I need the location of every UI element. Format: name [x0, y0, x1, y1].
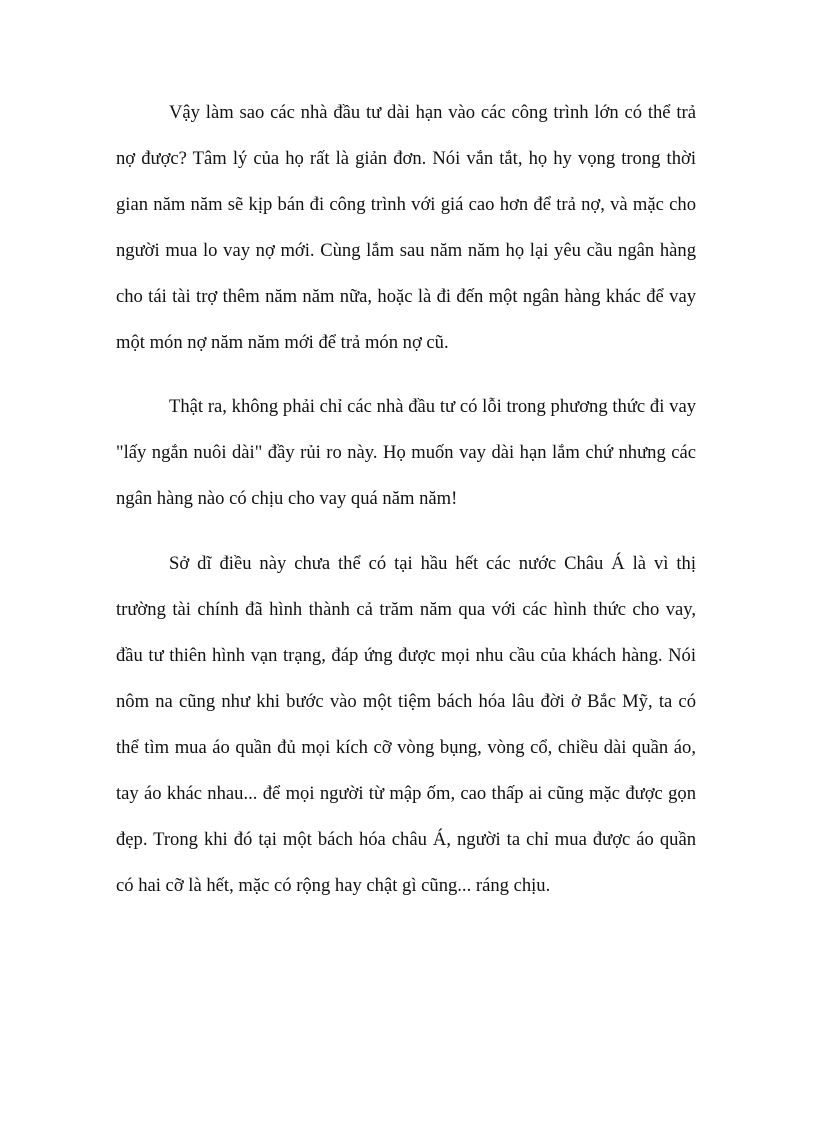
- paragraph-line: ngân hàng nào có chịu cho vay quá năm năm!: [116, 488, 458, 509]
- paragraph-line: cho tái tài trợ thêm năm năm nữa, hoặc là đi đến một ngân hàng khác để vay: [116, 286, 696, 307]
- paragraph-line: thể tìm mua áo quần đủ mọi kích cỡ vòng bụng, vòng cổ, chiều dài quần áo,: [116, 737, 696, 758]
- paragraph-line: nợ được? Tâm lý của họ rất là giản đơn. Nói vắn tắt, họ hy vọng trong thời: [116, 148, 696, 169]
- paragraph-line: đầu tư thiên hình vạn trạng, đáp ứng được mọi nhu cầu của khách hàng. Nói: [116, 645, 696, 666]
- paragraph-line: Sở dĩ điều này chưa thể có tại hầu hết các nước Châu Á là vì thị: [169, 553, 696, 574]
- paragraph-line: đẹp. Trong khi đó tại một bách hóa châu Á, người ta chỉ mua được áo quần: [116, 829, 696, 850]
- paragraph-line: trường tài chính đã hình thành cả trăm năm qua với các hình thức cho vay,: [116, 599, 696, 620]
- paragraph-line: "lấy ngắn nuôi dài" đầy rủi ro này. Họ muốn vay dài hạn lắm chứ nhưng các: [116, 442, 696, 463]
- paragraph-line: gian năm năm sẽ kịp bán đi công trình với giá cao hơn để trả nợ, và mặc cho: [116, 194, 696, 215]
- paragraph-line: tay áo khác nhau... để mọi người từ mập ốm, cao thấp ai cũng mặc được gọn: [116, 783, 696, 804]
- paragraph-line: Thật ra, không phải chỉ các nhà đầu tư có lỗi trong phương thức đi vay: [169, 396, 696, 417]
- paragraph-line: Vậy làm sao các nhà đầu tư dài hạn vào các công trình lớn có thể trả: [169, 102, 696, 123]
- paragraph-line: nôm na cũng như khi bước vào một tiệm bách hóa lâu đời ở Bắc Mỹ, ta có: [116, 691, 696, 712]
- paragraph-line: có hai cỡ là hết, mặc có rộng hay chật gì cũng... ráng chịu.: [116, 875, 551, 896]
- paragraph-line: một món nợ năm năm mới để trả món nợ cũ.: [116, 332, 449, 353]
- paragraph-line: người mua lo vay nợ mới. Cùng lắm sau năm năm họ lại yêu cầu ngân hàng: [116, 240, 696, 261]
